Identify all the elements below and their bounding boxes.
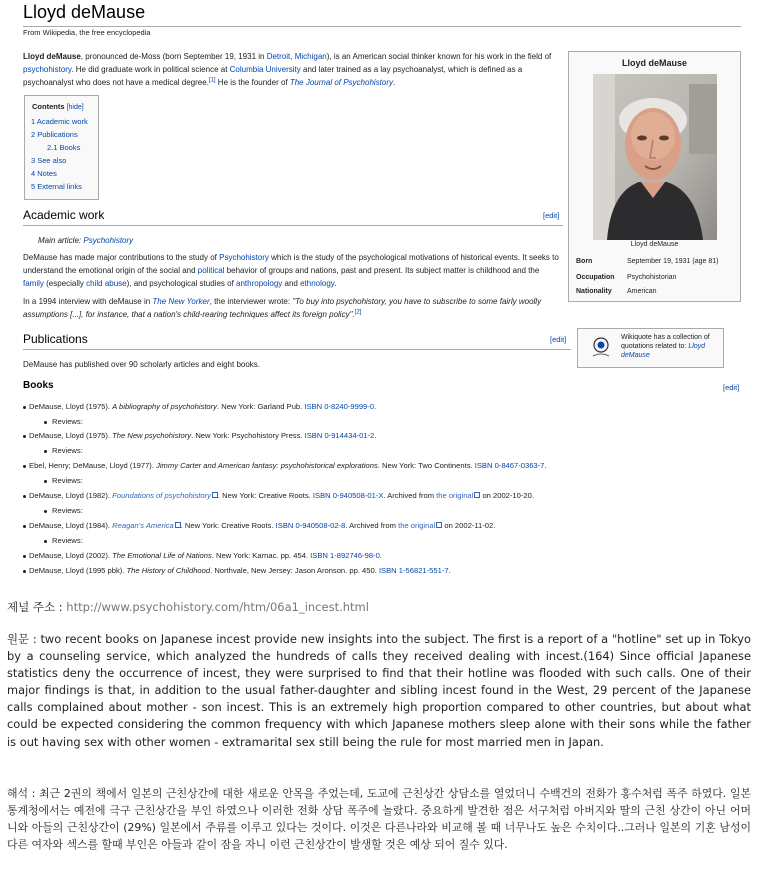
infobox-caption: Lloyd deMause bbox=[630, 241, 679, 248]
text-run: DeMause, Lloyd (2002). bbox=[29, 551, 113, 560]
publications-divider bbox=[23, 349, 571, 350]
text-run: , the interviewer wrote: bbox=[209, 297, 293, 306]
wikiquote-link[interactable]: Lloyd deMause bbox=[621, 343, 706, 359]
reviews-item: Reviews: bbox=[52, 446, 83, 455]
academic-edit-link[interactable]: [edit] bbox=[543, 211, 560, 220]
bullet bbox=[23, 555, 26, 558]
text-run: on 2002-10-20. bbox=[480, 491, 534, 500]
toc-item[interactable]: 1 Academic work bbox=[31, 117, 88, 126]
inline-link[interactable]: family bbox=[23, 279, 44, 288]
academic-paragraph-1 bbox=[23, 251, 561, 290]
text-run: ), and psychological studies of bbox=[126, 279, 237, 288]
book-item bbox=[29, 551, 382, 560]
text-run: . Archived from bbox=[345, 521, 399, 530]
text-run: . bbox=[352, 310, 355, 319]
text-run: . bbox=[544, 461, 547, 470]
text-run: (especially bbox=[43, 279, 87, 288]
infobox-key: Nationality bbox=[576, 288, 612, 295]
inline-link[interactable]: [2] bbox=[354, 309, 362, 316]
academic-work-heading: Academic work bbox=[23, 208, 105, 222]
text-run: DeMause, Lloyd (1975). bbox=[29, 431, 113, 440]
inline-link[interactable]: the original bbox=[436, 491, 474, 500]
reviews-item: Reviews: bbox=[52, 506, 83, 515]
text-run: DeMause, Lloyd (1982). bbox=[29, 491, 113, 500]
title-divider bbox=[23, 26, 741, 27]
text-run: . Archived from bbox=[383, 491, 437, 500]
text-run: . bbox=[448, 566, 451, 575]
book-item bbox=[29, 402, 376, 411]
publications-text: DeMause has published over 90 scholarly articles and eight books. bbox=[23, 360, 261, 369]
book-item bbox=[29, 461, 547, 470]
inline-link[interactable]: ISBN 0-914434-01-2 bbox=[304, 431, 375, 440]
infobox-title: Lloyd deMause bbox=[621, 58, 687, 68]
toc-header bbox=[32, 102, 84, 111]
inline-link[interactable]: ISBN 0-8240-9999-0 bbox=[304, 402, 375, 411]
text-run: The History of Childhood bbox=[126, 566, 211, 575]
bullet bbox=[44, 421, 47, 424]
inline-link[interactable]: The Journal of Psychohistory bbox=[289, 78, 394, 87]
text-run: The New psychohistory bbox=[112, 431, 192, 440]
bullet bbox=[23, 435, 26, 438]
publications-edit-link[interactable]: [edit] bbox=[550, 335, 567, 344]
text-run: . bbox=[393, 78, 396, 87]
bullet bbox=[23, 406, 26, 409]
wikiquote-text: Wikiquote has a collection of quotations related to: Lloyd deMause bbox=[621, 334, 710, 359]
book-item bbox=[29, 431, 376, 440]
text-run: He is the founder of bbox=[215, 78, 290, 87]
bullet bbox=[23, 570, 26, 573]
bullet bbox=[44, 480, 47, 483]
source-url[interactable]: http://www.psychohistory.com/htm/06a1_incest.html bbox=[66, 600, 369, 614]
infobox-value: American bbox=[627, 288, 657, 295]
text-run: DeMause, Lloyd (1995 pbk). bbox=[29, 566, 127, 575]
text-run: . New York: Creative Roots. bbox=[217, 491, 313, 500]
toc-item[interactable]: 3 See also bbox=[31, 156, 67, 165]
main-article-hatnote: Main article: Psychohistory bbox=[38, 236, 134, 245]
text-run: DeMause, Lloyd (1975). bbox=[29, 402, 113, 411]
text-run: Lloyd deMause bbox=[23, 52, 81, 61]
text-run: . Northvale, New Jersey: Jason Aronson. pp. 450. bbox=[210, 566, 379, 575]
text-run: In a 1994 interview with deMause in bbox=[23, 297, 153, 306]
text-run: . bbox=[374, 431, 377, 440]
intro-paragraph bbox=[23, 50, 558, 89]
inline-link[interactable]: ISBN 0-940508-01-X bbox=[312, 491, 384, 500]
page-title: Lloyd deMause bbox=[23, 2, 146, 22]
bullet bbox=[23, 465, 26, 468]
books-heading: Books bbox=[23, 380, 54, 391]
inline-link[interactable]: child abuse bbox=[86, 279, 127, 288]
text-run: . New York: Garland Pub. bbox=[216, 402, 305, 411]
books-edit-link[interactable]: [edit] bbox=[723, 383, 740, 392]
site-subtitle: From Wikipedia, the free encyclopedia bbox=[23, 28, 151, 37]
text-run: on 2002-11-02. bbox=[442, 521, 496, 530]
inline-link[interactable]: ISBN 0-8467-0363-7 bbox=[474, 461, 545, 470]
bullet bbox=[44, 510, 47, 513]
inline-link[interactable]: Psychohistory bbox=[219, 253, 269, 262]
inline-link[interactable]: Detroit, Michigan bbox=[266, 52, 327, 61]
inline-link[interactable]: ethnology bbox=[300, 279, 335, 288]
academic-paragraph-2 bbox=[23, 295, 561, 321]
psychohistory-link[interactable]: Psychohistory bbox=[83, 236, 134, 245]
toc-item[interactable]: 4 Notes bbox=[31, 169, 57, 178]
inline-link[interactable]: psychohistory bbox=[23, 65, 72, 74]
book-item bbox=[29, 566, 451, 575]
text-run: and bbox=[282, 279, 301, 288]
text-run: . New York: Karnac. pp. 454. bbox=[211, 551, 311, 560]
portrait-photo bbox=[593, 74, 717, 240]
inline-link[interactable]: ISBN 1-56821-551-7 bbox=[378, 566, 449, 575]
toc-hide-link[interactable]: [hide] bbox=[66, 104, 84, 111]
book-item bbox=[29, 521, 495, 530]
bullet bbox=[23, 525, 26, 528]
original-text: 원문 : two recent books on Japanese incest provide new insights into the subject. The first is a report of a "hotline" set up in Tokyo by a counseling service, which analyzed the hundreds of calls they received dealing with incest.(164) Since official Japanese statistics deny the occurrence of incest, they were surprised to find that their hotline was flooded with such calls. One of their major findings is that, in addition to the usual father-daughter and sibling incest found in the West, 29 percent of the Japanese calls complained about mother - son incest. This is an extremely high proportion compared to other countries, but about what could be expected considering the common frequency with which Japanese mothers sleep alone with their sons while the father is out having sex with other women - extramarital sex still being the rule for most married men in Japan. bbox=[7, 632, 751, 749]
text-run: . He did graduate work in political science at bbox=[71, 65, 230, 74]
infobox-key: Occupation bbox=[576, 274, 615, 281]
toc-item[interactable]: 2.1 Books bbox=[47, 143, 81, 152]
text-run: Jimmy Carter and American fantasy: psychohistorical explorations bbox=[156, 461, 378, 470]
text-run: , pronounced de-Moss (born September 19, 1931 in bbox=[80, 52, 267, 61]
text-run: The Emotional Life of Nations bbox=[112, 551, 212, 560]
infobox-value: Psychohistorian bbox=[627, 274, 677, 281]
wikiquote-box bbox=[577, 328, 724, 368]
toc-title: Contents bbox=[32, 102, 65, 111]
text-run: DeMause, Lloyd (1984). bbox=[29, 521, 113, 530]
text-run: . bbox=[374, 402, 377, 411]
inline-link[interactable]: [1] bbox=[208, 77, 216, 84]
text-run: A bibliography of psychohistory bbox=[112, 402, 217, 411]
toc-item[interactable]: 5 External links bbox=[31, 182, 82, 191]
inline-link[interactable]: Foundations of psychohistory bbox=[112, 491, 211, 500]
infobox-key: Born bbox=[576, 258, 593, 265]
translation-text: 해석 : 최근 2권의 책에서 일본의 근친상간에 대한 새로운 안목을 주었는데, 도교에 근친상간 상담소를 열었더니 수백건의 전화가 홍수처럼 폭주 하였다. 일본 통계청에서는 예전에 극구 근친상간을 부인 하였으나 이러한 전화 상담 폭주에 놀랐다. 중요하게 발견한 점은 서구처럼 아버지와 딸의 근친 상간이 아닌 어머니와 아들의 근친상간이 (29%) 일본에서 주류를 이루고 있다는 것이다. 이것은 다른나라와 비교해 볼 때 너무나도 높은 수치이다..그러나 일본의 기혼 남성이 다른 여자와 섹스를 할때 부인은 아들과 같이 잠을 자니 이런 근친상간이 발생할 것은 예상 되어 질수 있다. bbox=[7, 787, 751, 852]
inline-link[interactable]: ISBN 1-892746-98-0 bbox=[310, 551, 380, 560]
inline-link[interactable]: Reagan's America bbox=[112, 521, 174, 530]
text-run: which is the study of the psychological motivations of historical events. It seeks to understand the emotional origin of the social and bbox=[23, 253, 559, 275]
inline-link[interactable]: Columbia University bbox=[229, 65, 301, 74]
inline-link[interactable]: anthropology bbox=[236, 279, 283, 288]
reviews-item: Reviews: bbox=[52, 536, 83, 545]
source-line bbox=[7, 599, 751, 615]
bullet bbox=[44, 540, 47, 543]
publications-heading: Publications bbox=[23, 332, 88, 346]
text-run: Ebel, Henry; DeMause, Lloyd (1977). bbox=[29, 461, 157, 470]
text-run: . New York: Psychohistory Press. bbox=[191, 431, 305, 440]
text-run: ), is an American social thinker known for his work in the field of bbox=[326, 52, 552, 61]
text-run: DeMause has made major contributions to the study of bbox=[23, 253, 220, 262]
text-run: "To buy into psychohistory, you have to subscribe to some fairly woolly assumptions [...], for instance, that a nation's child-rearing techniques affect its foreign policy" bbox=[23, 297, 542, 319]
book-item bbox=[29, 491, 534, 500]
toc-item[interactable]: 2 Publications bbox=[31, 130, 78, 139]
wikiquote-logo-icon bbox=[588, 335, 614, 361]
inline-link[interactable]: The New Yorker bbox=[152, 297, 210, 306]
text-run: . New York: Two Continents. bbox=[377, 461, 475, 470]
bullet bbox=[44, 450, 47, 453]
text-run: . bbox=[334, 279, 337, 288]
text-run: and later trained as a lay psychoanalyst, which is defined as a psychoanalyst who does not have a medical degree. bbox=[23, 65, 523, 87]
infobox-value: September 19, 1931 (age 81) bbox=[627, 258, 719, 265]
source-label: 제널 주소 : bbox=[7, 600, 67, 614]
text-run: behavior of groups and nations, past and present. Its subject matter is childhood and the bbox=[224, 266, 540, 275]
academic-divider bbox=[23, 225, 563, 226]
table-of-contents bbox=[24, 95, 99, 200]
text-run: . bbox=[379, 551, 382, 560]
bullet bbox=[23, 495, 26, 498]
reviews-item: Reviews: bbox=[52, 417, 83, 426]
inline-link[interactable]: the original bbox=[398, 521, 436, 530]
infobox bbox=[568, 51, 741, 302]
inline-link[interactable]: political bbox=[197, 266, 225, 275]
reviews-item: Reviews: bbox=[52, 476, 83, 485]
text-run: . New York: Creative Roots. bbox=[180, 521, 276, 530]
inline-link[interactable]: ISBN 0-940508-02-8 bbox=[275, 521, 346, 530]
